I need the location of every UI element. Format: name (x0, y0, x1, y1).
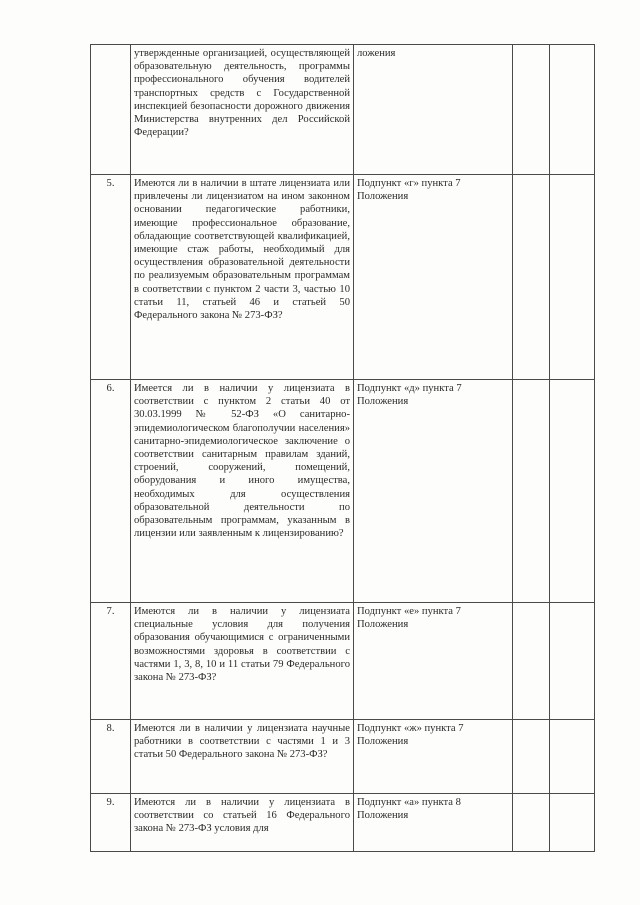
empty-cell (550, 45, 595, 175)
table-row (91, 794, 595, 852)
row-number: 8. (91, 720, 131, 794)
table-row (91, 720, 595, 794)
reference-cell: Подпункт «ж» пункта 7 Положения (354, 720, 513, 794)
question-cell: Имеется ли в наличии у лицензиата в соответствии с пунктом 2 статьи 40 от 30.03.1999 № 52-ФЗ «О санитарно-эпидемиологическом благополучии населения» санитарно-эпидемиологическое заключение о соответствии санитарным правилам зданий, строений, сооружений, помещений, оборудования и иного имущества, необходимых для осуществления образовательной деятельности по образовательным программам, указанным в лицензии или заявленным к лицензированию? (131, 380, 354, 603)
empty-cell (550, 380, 595, 603)
empty-cell (513, 380, 550, 603)
table-row (91, 603, 595, 720)
empty-cell (513, 603, 550, 720)
question-cell: Имеются ли в наличии у лицензиата в соответствии со статьей 16 Федерального закона № 273-ФЗ условия для (131, 794, 354, 852)
row-number: 5. (91, 175, 131, 380)
empty-cell (550, 794, 595, 852)
question-cell: Имеются ли в наличии в штате лицензиата или привлечены ли лицензиатом на ином законном основании педагогические работники, имеющие профессиональное образование, обладающие соответствующей квалификацией, имеющие стаж работы, необходимый для осуществления образовательной деятельности по реализуемым образовательным программам в соответствии с пунктом 2 части 3, частью 10 статьи 11, статьей 46 и статьей 50 Федерального закона № 273-ФЗ? (131, 175, 354, 380)
empty-cell (513, 175, 550, 380)
reference-cell: ложения (354, 45, 513, 175)
row-number (91, 45, 131, 175)
row-number: 9. (91, 794, 131, 852)
empty-cell (550, 603, 595, 720)
reference-cell: Подпункт «д» пункта 7 Положения (354, 380, 513, 603)
empty-cell (513, 720, 550, 794)
row-number: 7. (91, 603, 131, 720)
row-number: 6. (91, 380, 131, 603)
reference-cell: Подпункт «е» пункта 7 Положения (354, 603, 513, 720)
table-row (91, 380, 595, 603)
empty-cell (550, 175, 595, 380)
reference-cell: Подпункт «г» пункта 7 Положения (354, 175, 513, 380)
table-row (91, 45, 595, 175)
empty-cell (513, 794, 550, 852)
question-cell: утвержденные организацией, осуществляющей образовательную деятельность, программы профессионального обучения водителей транспортных средств с Государственной инспекцией безопасности дорожного движения Министерства внутренних дел Российской Федерации? (131, 45, 354, 175)
table-row (91, 175, 595, 380)
reference-cell: Подпункт «а» пункта 8 Положения (354, 794, 513, 852)
question-cell: Имеются ли в наличии у лицензиата специальные условия для получения образования обучающимися с ограниченными возможностями здоровья в соответствии с частями 1, 3, 8, 10 и 11 статьи 79 Федерального закона № 273-ФЗ? (131, 603, 354, 720)
empty-cell (550, 720, 595, 794)
empty-cell (513, 45, 550, 175)
checklist-table (90, 44, 595, 852)
question-cell: Имеются ли в наличии у лицензиата научные работники в соответствии с частями 1 и 3 статьи 50 Федерального закона № 273-ФЗ? (131, 720, 354, 794)
